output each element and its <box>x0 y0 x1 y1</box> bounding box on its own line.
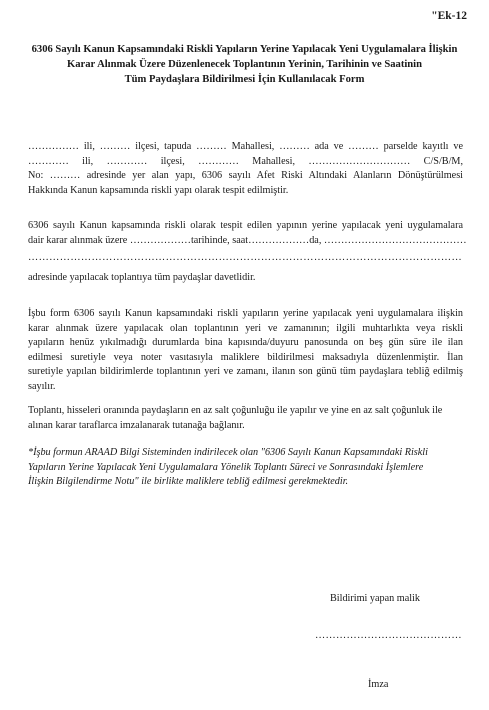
meeting-info-paragraph <box>28 219 467 248</box>
signature-label: İmza <box>368 679 389 690</box>
form-title <box>22 42 467 87</box>
quorum-paragraph <box>28 404 463 433</box>
text-line: *İşbu formun ARAAD Bilgi Sisteminden indirilecek olan "6306 Sayılı Kanun Kapsamındaki Riskli <box>28 447 428 458</box>
text-line: Yapıların Yerine Yapılacak Yeni Uygulamalara Yönelik Toplantı Süreci ve Sonrasındaki İşlemlere <box>28 461 424 473</box>
title-line: Karar Alınmak Üzere Düzenlenecek Toplantının Yerinin, Tarihinin ve Saatinin <box>66 59 423 70</box>
text-line: …………… ili, ……… ilçesi, tapuda ……… Mahallesi, ……… ada ve ……… parselde kayıtlı ve <box>28 141 463 152</box>
text-line: adresinde yapılacak toplantıya tüm paydaşlar davetlidir. <box>28 272 256 283</box>
text-line: sayılır. <box>28 380 56 392</box>
text-line: Hakkında Kanun kapsamında riskli yapı olarak tespit edilmiştir. <box>28 184 289 196</box>
text-line: İşbu form 6306 sayılı Kanun kapsamındaki riskli yapıların yerine yapılacak yeni uygulamalara ilişkin <box>28 308 463 319</box>
invitation-text <box>28 271 463 286</box>
text-line: yapıların henüz yıkılmadığı durumlarda bina kapısında/duyuru panosunda on beş gün süre ile ilan <box>28 337 463 349</box>
text-line: İlişkin Bilgilendirme Notu" ile birlikte maliklere tebliğ edilmesi gerekmektedir. <box>28 476 349 488</box>
text-line: ………… ili, ………… ilçesi, ………… Mahallesi, ………………………… C/S/B/M, <box>28 155 463 167</box>
text-line: alınan karar taraflarca imzalanarak tutanağa bağlanır. <box>28 419 245 431</box>
text-line: No: ……… adresinde yer alan yapı, 6306 sayılı Afet Riski Altındaki Alanların Dönüştürülmesi <box>28 170 463 182</box>
text-line: Toplantı, hisseleri oranında paydaşların en az salt çoğunluğu ile yapılır ve yine en az salt çoğunluk ile <box>28 405 443 416</box>
text-line: 6306 sayılı Kanun kapsamında riskli olarak tespit edilen yapının yerine yapılacak yeni uygulamalara <box>28 220 463 231</box>
title-line: Tüm Paydaşlara Bildirilmesi İçin Kullanılacak Form <box>124 74 365 85</box>
text-line: suretiyle yapılan bildirimlerde toplantının yeri ve zamanı, ilanın son günü tüm paydaşlara tebliğ edilmiş <box>28 366 463 378</box>
signature-fill-line: …………………………………… <box>315 630 462 641</box>
property-info-paragraph <box>28 140 463 198</box>
text-line: edilmesi suretiyle veya noter vasıtasıyla maliklere bildirilmesi maksadıyla düzenlenmiştir. İlan <box>28 351 463 363</box>
purpose-paragraph <box>28 307 463 395</box>
signer-label: Bildirimi yapan malik <box>330 593 420 604</box>
address-fill-line: …………………………………………………………………………………………………………… <box>28 252 463 263</box>
footnote-paragraph <box>28 446 463 490</box>
text-line: karar alınmak üzere yapılacak olan toplantının yeri ve zamanının; ilgili muhtarlıkta veya riskli <box>28 322 463 334</box>
text-line: dair karar alınmak üzere ………………tarihinde, saat………………da, …………………………………… <box>28 234 467 246</box>
title-line: 6306 Sayılı Kanun Kapsamındaki Riskli Yapıların Yerine Yapılacak Yeni Uygulamalara İlişkin <box>31 44 458 55</box>
annex-label: "Ek-12 <box>431 10 467 22</box>
